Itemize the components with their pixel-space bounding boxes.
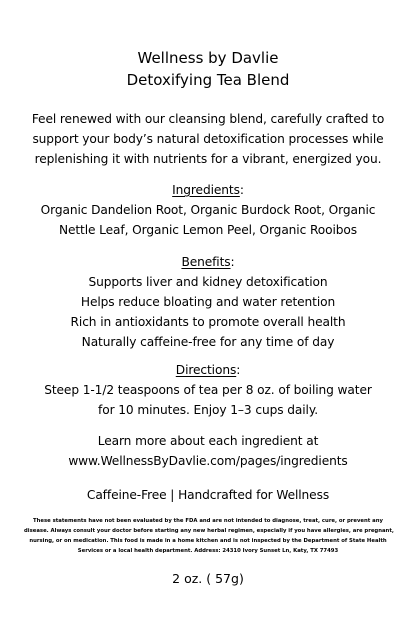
ingredients-colon: : bbox=[239, 183, 244, 197]
ingredients-line: Nettle Leaf, Organic Lemon Peel, Organic Rooibos bbox=[58, 223, 358, 237]
benefits-colon: : bbox=[230, 255, 235, 269]
intro-line: support your body’s natural detoxification processes while bbox=[32, 132, 384, 146]
intro-line: replenishing it with nutrients for a vibrant, energized you. bbox=[34, 152, 382, 166]
directions-colon: : bbox=[236, 363, 241, 377]
ingredients-line: Organic Dandelion Root, Organic Burdock Root, Organic bbox=[40, 203, 376, 217]
disclaimer-line: disease. Always consult your doctor before starting any new herbal regimen, especially if you have allergies, are pregnant, bbox=[24, 528, 394, 534]
product-name: Detoxifying Tea Blend bbox=[126, 71, 290, 89]
benefit-item: Helps reduce bloating and water retention bbox=[80, 295, 336, 309]
intro-line: Feel renewed with our cleansing blend, carefully crafted to bbox=[31, 112, 385, 126]
tagline: Caffeine-Free | Handcrafted for Wellness bbox=[86, 488, 330, 502]
directions-heading: Directions bbox=[175, 363, 237, 377]
learn-more-section bbox=[20, 431, 396, 471]
benefits-heading: Benefits bbox=[181, 255, 231, 269]
directions-line: Steep 1-1/2 teaspoons of tea per 8 oz. of boiling water bbox=[44, 383, 372, 397]
benefit-item: Supports liver and kidney detoxification bbox=[88, 275, 328, 289]
ingredients-heading-row bbox=[20, 180, 396, 200]
intro-paragraph bbox=[20, 109, 396, 169]
fda-disclaimer bbox=[24, 516, 392, 556]
benefit-item: Rich in antioxidants to promote overall health bbox=[70, 315, 346, 329]
benefits-section bbox=[20, 252, 396, 352]
directions-line: for 10 minutes. Enjoy 1–3 cups daily. bbox=[98, 403, 318, 417]
directions-heading-row bbox=[20, 360, 396, 380]
website-url: www.WellnessByDavlie.com/pages/ingredients bbox=[68, 454, 348, 468]
net-weight: 2 oz. ( 57g) bbox=[172, 571, 244, 586]
ingredients-section bbox=[20, 180, 396, 240]
disclaimer-line: These statements have not been evaluated by the FDA and are not intended to diagnose, treat, cure, or prevent any bbox=[33, 518, 383, 524]
benefit-item: Naturally caffeine-free for any time of day bbox=[81, 335, 335, 349]
directions-section bbox=[20, 360, 396, 420]
benefits-heading-row bbox=[20, 252, 396, 272]
disclaimer-line: Services or a local health department. Address: 24310 Ivory Sunset Ln, Katy, TX 77493 bbox=[77, 548, 339, 554]
brand-name: Wellness by Davlie bbox=[137, 49, 279, 67]
disclaimer-line: nursing, or on medication. This food is made in a home kitchen and is not inspected by the Department of State Health bbox=[29, 538, 387, 544]
learn-more-text: Learn more about each ingredient at bbox=[97, 434, 319, 448]
ingredients-heading: Ingredients bbox=[172, 183, 240, 197]
